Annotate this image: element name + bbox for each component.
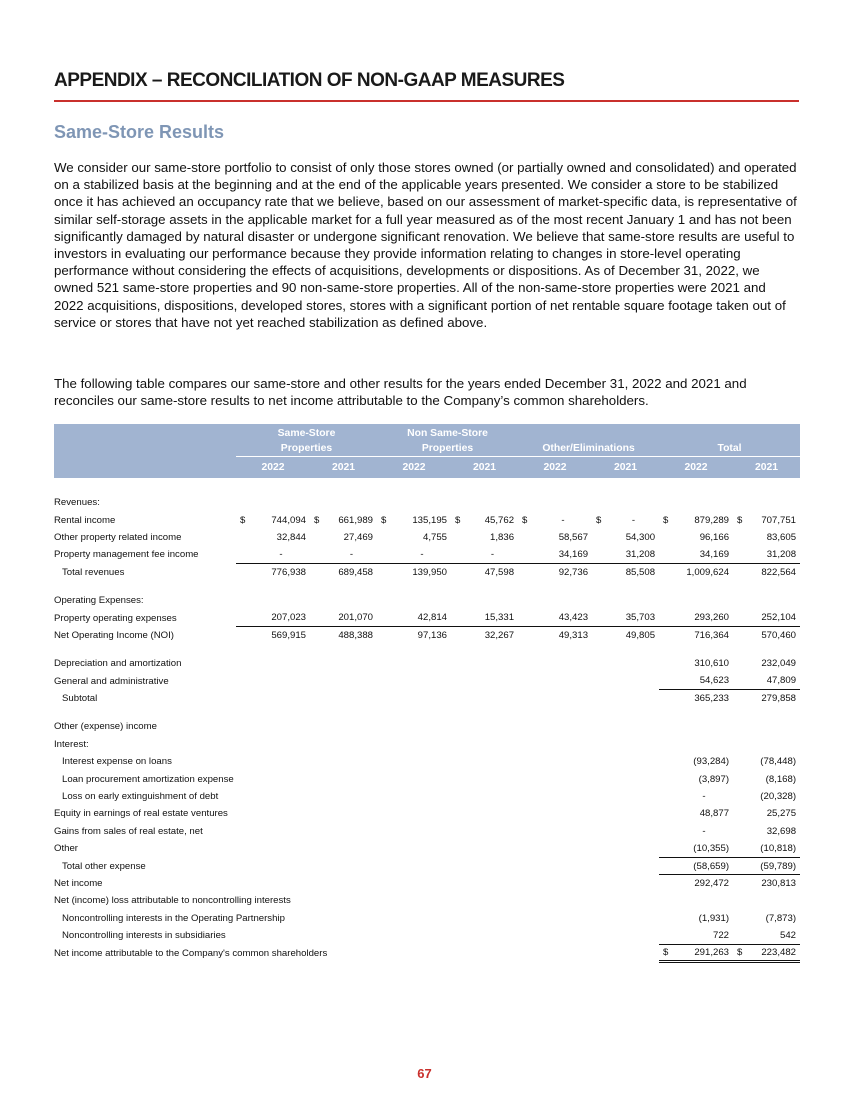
- cell-value: 32,844: [276, 531, 306, 543]
- cell-value: 47,809: [766, 675, 797, 687]
- cell-value: (58,659): [675, 857, 733, 874]
- year-header: 2021: [451, 457, 518, 479]
- year-header-row: [54, 457, 800, 479]
- cell-value: 45,762: [484, 514, 515, 526]
- cell-value: 252,104: [761, 612, 797, 624]
- group-header-same-store: Same-Store Properties: [236, 424, 377, 457]
- row-label: Interest:: [54, 738, 89, 750]
- year-header: 2021: [592, 457, 659, 479]
- table-row: [54, 788, 800, 805]
- row-label: Total other expense: [62, 860, 146, 872]
- cell-value: 776,938: [252, 564, 310, 581]
- cell-value: 43,423: [558, 612, 589, 624]
- table-row: [54, 927, 800, 944]
- year-header: 2022: [518, 457, 592, 479]
- cell-value: 1,836: [490, 531, 515, 543]
- table-row: [54, 655, 800, 672]
- cell-value: 488,388: [326, 627, 377, 644]
- cell-value: 58,567: [558, 531, 589, 543]
- row-label: Other: [54, 843, 78, 855]
- row-label: Net income attributable to the Company's common shareholders: [54, 947, 328, 959]
- cell-value: 230,813: [749, 875, 800, 892]
- cell-value: 722: [713, 929, 730, 941]
- page-title: APPENDIX – RECONCILIATION OF NON-GAAP MEASURES: [54, 70, 565, 91]
- row-label: Operating Expenses:: [54, 595, 144, 607]
- cell-value: 42,814: [417, 612, 447, 624]
- table-row: [54, 910, 800, 927]
- year-header: 2022: [377, 457, 451, 479]
- cell-value: 85,508: [608, 564, 659, 581]
- cell-value: 49,805: [608, 627, 659, 644]
- table-row: [54, 770, 800, 787]
- cell-value: -: [561, 514, 565, 526]
- group-header-other-eliminations: Other/Eliminations: [518, 424, 659, 457]
- row-label: Net Operating Income (NOI): [54, 629, 174, 641]
- cell-value: 291,263: [675, 944, 733, 961]
- cell-value: 279,858: [749, 690, 800, 707]
- cell-value: 34,169: [699, 549, 730, 561]
- cell-value: (10,818): [760, 842, 797, 854]
- cell-value: 35,703: [625, 612, 656, 624]
- table-intro-paragraph: The following table compares our same-store and other results for the years ended December 31, 2022 and 2021 and reconciles our same-store results to net income attributable to the Company’s common shareholders.: [54, 376, 747, 409]
- currency-symbol: $: [381, 514, 387, 526]
- cell-value: (3,897): [698, 773, 730, 785]
- cell-value: 689,458: [326, 564, 377, 581]
- year-header: 2021: [733, 457, 800, 479]
- row-label: Other property related income: [54, 531, 182, 543]
- cell-value: -: [420, 549, 424, 561]
- year-header: 2021: [310, 457, 377, 479]
- cell-value: 54,623: [699, 675, 730, 687]
- table-row: [54, 546, 800, 563]
- row-label: Rental income: [54, 514, 116, 526]
- cell-value: (7,873): [765, 912, 797, 924]
- cell-value: -: [631, 514, 636, 526]
- row-label: Noncontrolling interests in the Operating Partnership: [62, 912, 285, 924]
- cell-value: 96,166: [699, 531, 730, 543]
- cell-value: 365,233: [675, 690, 733, 707]
- row-label: Gains from sales of real estate, net: [54, 825, 203, 837]
- currency-symbol: $: [663, 514, 669, 526]
- cell-value: -: [349, 549, 354, 561]
- header-divider: [54, 100, 799, 102]
- cell-value: 661,989: [338, 514, 373, 526]
- group-header-row: [54, 424, 800, 457]
- table-row: [54, 736, 800, 753]
- cell-value: 570,460: [749, 627, 800, 644]
- cell-value: 15,331: [484, 612, 515, 624]
- cell-value: 49,313: [534, 627, 592, 644]
- cell-value: 879,289: [694, 514, 730, 526]
- year-header: 2022: [659, 457, 733, 479]
- cell-value: 31,208: [766, 549, 797, 561]
- cell-value: 32,267: [467, 627, 518, 644]
- currency-symbol: $: [733, 944, 749, 961]
- currency-symbol: $: [596, 514, 602, 526]
- table-row: [54, 823, 800, 840]
- page-header: [54, 70, 799, 92]
- cell-value: 207,023: [271, 612, 306, 624]
- same-store-results-table: [54, 424, 800, 963]
- cell-value: 223,482: [749, 944, 800, 961]
- row-label: Noncontrolling interests in subsidiaries: [62, 930, 226, 942]
- cell-value: 25,275: [766, 808, 797, 820]
- year-header: 2022: [236, 457, 310, 479]
- group-header-non-same-store: Non Same-Store Properties: [377, 424, 518, 457]
- intro-paragraph: We consider our same-store portfolio to consist of only those stores owned (or partially owned and consolidated) and operated on a stabilized basis at the beginning and at the end of the applicable years presented. We consider a store to be stabilized once it has achieved an occupancy rate that we believe, based on our assessment of market-specific data, is representative of similar self-storage assets in the applicable market for a full year measured as of the most recent January 1 and has not been significantly damaged by natural disaster or undergone significant renovation. We believe that same-store results are useful to investors in evaluating our performance because they provide information relating to changes in store-level operating performance without considering the effects of acquisitions, developments or dispositions. As of December 31, 2022, we owned 521 same-store properties and 90 non-same-store properties. All of the non-same-store properties were 2021 and 2022 acquisitions, dispositions, developed stores, stores with a significant portion of net rentable square footage taken out of service or stores that have not yet reached stabilization as defined above.: [54, 160, 797, 330]
- table-row-grand-total: [54, 944, 800, 961]
- cell-value: 4,755: [422, 531, 447, 543]
- row-label: General and administrative: [54, 675, 169, 687]
- currency-symbol: $: [314, 514, 320, 526]
- row-label: Subtotal: [62, 693, 98, 705]
- row-label: Net income: [54, 878, 103, 889]
- cell-value: (78,448): [760, 756, 797, 768]
- cell-value: 31,208: [625, 549, 656, 561]
- row-label: Property management fee income: [54, 549, 199, 561]
- cell-value: 97,136: [393, 627, 451, 644]
- cell-value: 822,564: [749, 564, 800, 581]
- cell-value: 34,169: [558, 549, 589, 561]
- row-label: Loan procurement amortization expense: [62, 773, 234, 785]
- table-row-total: [54, 564, 800, 581]
- cell-value: (8,168): [765, 773, 797, 785]
- table-row: [54, 494, 800, 511]
- currency-symbol: $: [659, 944, 675, 961]
- row-label: Interest expense on loans: [62, 756, 172, 768]
- table-row-total: [54, 857, 800, 874]
- cell-value: 744,094: [271, 514, 306, 526]
- cell-value: 232,049: [761, 658, 797, 670]
- cell-value: -: [702, 791, 706, 803]
- table-row: [54, 592, 800, 609]
- cell-value: 92,736: [534, 564, 592, 581]
- row-label: Other (expense) income: [54, 721, 157, 733]
- group-header-total: Total: [659, 424, 800, 457]
- cell-value: 27,469: [343, 531, 373, 543]
- table-row: [54, 673, 800, 690]
- cell-value: 47,598: [467, 564, 518, 581]
- row-label: Depreciation and amortization: [54, 658, 182, 670]
- table-row-total: [54, 690, 800, 707]
- currency-symbol: $: [240, 514, 246, 526]
- cell-value: (93,284): [693, 756, 730, 768]
- cell-value: 707,751: [761, 514, 797, 526]
- cell-value: -: [279, 549, 283, 561]
- cell-value: 292,472: [675, 875, 733, 892]
- currency-symbol: $: [737, 514, 743, 526]
- row-label: Property operating expenses: [54, 612, 177, 624]
- cell-value: -: [490, 549, 495, 561]
- cell-value: 542: [780, 929, 797, 941]
- row-label: Revenues:: [54, 497, 100, 509]
- cell-value: 48,877: [699, 808, 730, 820]
- currency-symbol: $: [455, 514, 461, 526]
- cell-value: 139,950: [393, 564, 451, 581]
- table-row: [54, 511, 800, 528]
- row-label: Net (income) loss attributable to noncontrolling interests: [54, 895, 291, 907]
- table-row: [54, 840, 800, 857]
- row-label: Loss on early extinguishment of debt: [62, 791, 219, 803]
- table-row: [54, 529, 800, 546]
- cell-value: (20,328): [760, 791, 797, 803]
- table-row: [54, 753, 800, 770]
- table-row-total: [54, 627, 800, 644]
- cell-value: 83,605: [766, 531, 797, 543]
- cell-value: 1,009,624: [675, 564, 733, 581]
- cell-value: 293,260: [694, 612, 730, 624]
- cell-value: -: [702, 825, 706, 837]
- currency-symbol: $: [522, 514, 528, 526]
- cell-value: (10,355): [693, 842, 730, 854]
- section-title: Same-Store Results: [54, 122, 225, 142]
- cell-value: 135,195: [412, 514, 447, 526]
- table-row-total: [54, 875, 800, 892]
- cell-value: (1,931): [698, 912, 730, 924]
- table-row: [54, 805, 800, 822]
- cell-value: (59,789): [749, 857, 800, 874]
- cell-value: 32,698: [766, 825, 797, 837]
- table-row: [54, 718, 800, 735]
- cell-value: 310,610: [694, 658, 730, 670]
- cell-value: 716,364: [675, 627, 733, 644]
- cell-value: 54,300: [625, 531, 656, 543]
- table-row: [54, 892, 800, 909]
- table-row: [54, 609, 800, 626]
- page-number: 67: [417, 1066, 432, 1081]
- row-label: Equity in earnings of real estate ventures: [54, 808, 228, 820]
- cell-value: 569,915: [252, 627, 310, 644]
- row-label: Total revenues: [62, 566, 125, 578]
- cell-value: 201,070: [338, 612, 373, 624]
